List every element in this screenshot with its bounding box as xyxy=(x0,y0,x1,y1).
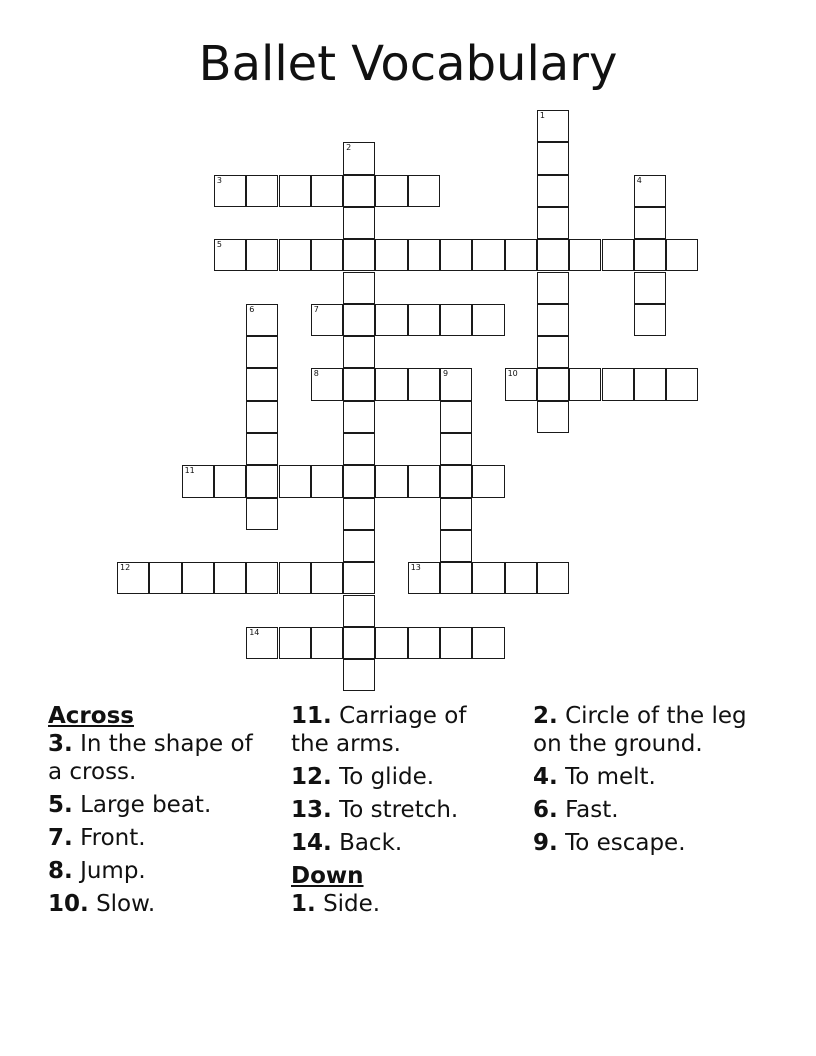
grid-cell[interactable] xyxy=(246,175,278,207)
grid-cell[interactable] xyxy=(634,175,666,207)
grid-cell[interactable] xyxy=(472,465,504,497)
cell-number: 6 xyxy=(249,304,255,314)
grid-cell[interactable] xyxy=(408,562,440,594)
grid-cell[interactable] xyxy=(472,627,504,659)
cell-number: 11 xyxy=(184,466,195,476)
cell-number: 9 xyxy=(443,369,449,379)
grid-cell[interactable] xyxy=(279,562,311,594)
grid-cell[interactable] xyxy=(343,627,375,659)
grid-cell[interactable] xyxy=(246,336,278,368)
grid-cell[interactable] xyxy=(440,401,472,433)
grid-cell[interactable] xyxy=(343,659,375,691)
grid-cell[interactable] xyxy=(634,368,666,400)
grid-cell[interactable] xyxy=(408,368,440,400)
grid-cell[interactable] xyxy=(634,304,666,336)
grid-cell[interactable] xyxy=(505,239,537,271)
grid-cell[interactable] xyxy=(408,239,440,271)
clue-across-10 xyxy=(48,890,268,918)
grid-cell[interactable] xyxy=(569,239,601,271)
grid-cell[interactable] xyxy=(408,304,440,336)
cell-number: 12 xyxy=(120,563,131,573)
grid-cell[interactable] xyxy=(440,368,472,400)
grid-cell[interactable] xyxy=(343,368,375,400)
cell-number: 8 xyxy=(313,369,319,379)
cell-number: 10 xyxy=(507,369,518,379)
clue-text: To glide. xyxy=(339,764,435,790)
grid-cell[interactable] xyxy=(602,239,634,271)
across-heading: Across xyxy=(48,703,134,729)
grid-cell[interactable] xyxy=(375,627,407,659)
grid-cell[interactable] xyxy=(214,239,246,271)
grid-cell[interactable] xyxy=(440,304,472,336)
grid-cell[interactable] xyxy=(375,304,407,336)
clue-number: 6. xyxy=(533,797,558,823)
grid-cell[interactable] xyxy=(375,465,407,497)
grid-cell[interactable] xyxy=(634,239,666,271)
grid-cell[interactable] xyxy=(375,239,407,271)
clue-number: 2. xyxy=(533,703,558,729)
grid-cell[interactable] xyxy=(311,562,343,594)
clue-text: To melt. xyxy=(565,764,656,790)
grid-cell[interactable] xyxy=(408,175,440,207)
grid-cell[interactable] xyxy=(214,465,246,497)
grid-cell[interactable] xyxy=(246,401,278,433)
clue-down-2 xyxy=(533,702,753,758)
cell-number: 4 xyxy=(636,175,642,185)
grid-cell[interactable] xyxy=(182,465,214,497)
clue-number: 7. xyxy=(48,825,73,851)
grid-cell[interactable] xyxy=(246,627,278,659)
grid-cell[interactable] xyxy=(537,239,569,271)
grid-cell[interactable] xyxy=(343,530,375,562)
grid-cell[interactable] xyxy=(246,304,278,336)
grid-cell[interactable] xyxy=(537,110,569,142)
clue-text: Large beat. xyxy=(80,792,212,818)
grid-cell[interactable] xyxy=(279,627,311,659)
clue-across-14 xyxy=(291,829,511,857)
cell-number: 1 xyxy=(539,111,545,120)
cell-number: 13 xyxy=(410,563,421,573)
grid-cell[interactable] xyxy=(505,368,537,400)
grid-cell[interactable] xyxy=(569,368,601,400)
grid-cell[interactable] xyxy=(472,239,504,271)
grid-cell[interactable] xyxy=(537,368,569,400)
clue-across-12 xyxy=(291,763,511,791)
clues-column-1 xyxy=(48,702,268,923)
clue-down-1 xyxy=(291,890,511,918)
grid-cell[interactable] xyxy=(343,595,375,627)
grid-cell[interactable] xyxy=(440,433,472,465)
grid-cell[interactable] xyxy=(440,530,472,562)
clue-text: Circle of the leg on the ground. xyxy=(533,703,747,757)
clue-text: Fast. xyxy=(565,797,619,823)
grid-cell[interactable] xyxy=(343,562,375,594)
grid-cell[interactable] xyxy=(117,562,149,594)
grid-cell[interactable] xyxy=(311,465,343,497)
clue-down-6 xyxy=(533,796,753,824)
grid-cell[interactable] xyxy=(246,465,278,497)
clue-text: To escape. xyxy=(565,830,686,856)
grid-cell[interactable] xyxy=(214,175,246,207)
grid-cell[interactable] xyxy=(472,304,504,336)
clue-number: 1. xyxy=(291,891,316,917)
grid-cell[interactable] xyxy=(602,368,634,400)
grid-cell[interactable] xyxy=(246,239,278,271)
clue-number: 10. xyxy=(48,891,89,917)
grid-cell[interactable] xyxy=(246,368,278,400)
grid-cell[interactable] xyxy=(279,465,311,497)
grid-cell[interactable] xyxy=(311,304,343,336)
grid-cell[interactable] xyxy=(634,272,666,304)
grid-cell[interactable] xyxy=(408,627,440,659)
grid-cell[interactable] xyxy=(279,239,311,271)
clue-number: 5. xyxy=(48,792,73,818)
grid-cell[interactable] xyxy=(214,562,246,594)
clue-number: 12. xyxy=(291,764,332,790)
clue-across-7 xyxy=(48,824,268,852)
grid-cell[interactable] xyxy=(279,175,311,207)
clue-number: 4. xyxy=(533,764,558,790)
clue-number: 13. xyxy=(291,797,332,823)
grid-cell[interactable] xyxy=(343,401,375,433)
grid-cell[interactable] xyxy=(537,207,569,239)
grid-cell[interactable] xyxy=(343,304,375,336)
grid-cell[interactable] xyxy=(440,627,472,659)
grid-cell[interactable] xyxy=(537,142,569,174)
clue-across-11 xyxy=(291,702,511,758)
grid-cell[interactable] xyxy=(408,465,440,497)
clue-number: 8. xyxy=(48,858,73,884)
grid-cell[interactable] xyxy=(149,562,181,594)
clue-text: Side. xyxy=(323,891,381,917)
clue-text: Slow. xyxy=(96,891,156,917)
grid-cell[interactable] xyxy=(311,627,343,659)
clue-text: Back. xyxy=(339,830,403,856)
grid-cell[interactable] xyxy=(343,272,375,304)
grid-cell[interactable] xyxy=(440,562,472,594)
clue-across-8 xyxy=(48,857,268,885)
grid-cell[interactable] xyxy=(440,465,472,497)
grid-cell[interactable] xyxy=(666,368,698,400)
clue-text: To stretch. xyxy=(339,797,459,823)
grid-cell[interactable] xyxy=(311,368,343,400)
clue-number: 9. xyxy=(533,830,558,856)
clue-text: In the shape of a cross. xyxy=(48,731,253,785)
grid-cell[interactable] xyxy=(343,465,375,497)
page-title: Ballet Vocabulary xyxy=(198,36,618,92)
cell-number: 2 xyxy=(346,143,352,153)
grid-cell[interactable] xyxy=(343,336,375,368)
clue-text: Carriage of the arms. xyxy=(291,703,467,757)
clue-across-13 xyxy=(291,796,511,824)
grid-cell[interactable] xyxy=(246,433,278,465)
grid-cell[interactable] xyxy=(537,304,569,336)
grid-cell[interactable] xyxy=(375,175,407,207)
grid-cell[interactable] xyxy=(343,207,375,239)
grid-cell[interactable] xyxy=(343,142,375,174)
clue-text: Jump. xyxy=(80,858,146,884)
grid-cell[interactable] xyxy=(311,239,343,271)
grid-cell[interactable] xyxy=(375,368,407,400)
clue-across-3 xyxy=(48,730,268,786)
cell-number: 7 xyxy=(313,304,319,314)
grid-cell[interactable] xyxy=(505,562,537,594)
grid-cell[interactable] xyxy=(666,239,698,271)
cell-number: 14 xyxy=(249,627,260,637)
clue-text: Front. xyxy=(80,825,146,851)
grid-cell[interactable] xyxy=(440,239,472,271)
grid-cell[interactable] xyxy=(182,562,214,594)
grid-cell[interactable] xyxy=(634,207,666,239)
clue-across-5 xyxy=(48,791,268,819)
grid-cell[interactable] xyxy=(440,498,472,530)
grid-cell[interactable] xyxy=(537,272,569,304)
clues-column-3 xyxy=(533,702,753,862)
clue-down-4 xyxy=(533,763,753,791)
clue-down-9 xyxy=(533,829,753,857)
clues-column-2 xyxy=(291,702,511,923)
grid-cell[interactable] xyxy=(311,175,343,207)
clue-number: 3. xyxy=(48,731,73,757)
grid-cell[interactable] xyxy=(343,498,375,530)
clue-number: 11. xyxy=(291,703,332,729)
grid-cell[interactable] xyxy=(537,175,569,207)
grid-cell[interactable] xyxy=(537,562,569,594)
clue-number: 14. xyxy=(291,830,332,856)
grid-cell[interactable] xyxy=(343,175,375,207)
grid-cell[interactable] xyxy=(343,433,375,465)
grid-cell[interactable] xyxy=(537,336,569,368)
grid-cell[interactable] xyxy=(343,239,375,271)
grid-cell[interactable] xyxy=(246,562,278,594)
down-heading: Down xyxy=(291,863,364,889)
cell-number: 3 xyxy=(216,175,222,185)
cell-number: 5 xyxy=(216,240,222,250)
grid-cell[interactable] xyxy=(472,562,504,594)
grid-cell[interactable] xyxy=(537,401,569,433)
grid-cell[interactable] xyxy=(246,498,278,530)
